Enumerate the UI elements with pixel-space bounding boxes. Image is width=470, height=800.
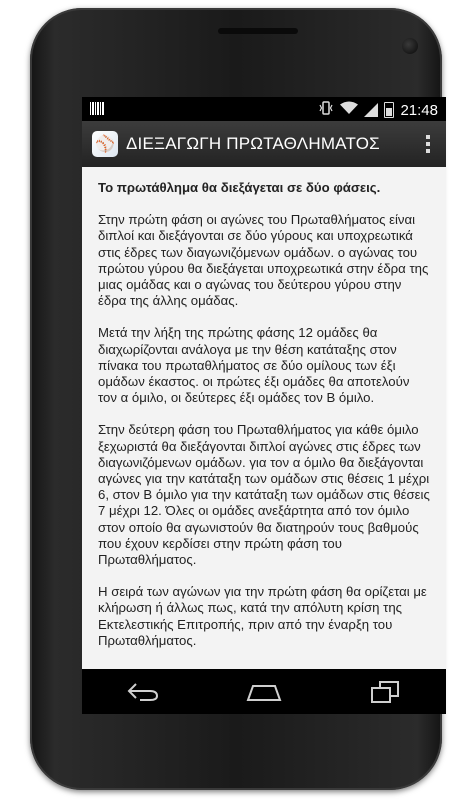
phone-frame <box>30 8 442 790</box>
barcode-icon <box>90 102 104 115</box>
signal-icon <box>364 103 378 117</box>
content-area[interactable] <box>82 167 446 669</box>
page-title: ΔΙΕΞΑΓΩΓΗ ΠΡΩΤΑΘΛΗΜΑΤΟΣ <box>126 134 380 153</box>
app-logo-icon[interactable]: ⚾ <box>92 131 118 157</box>
navigation-bar <box>82 669 446 714</box>
paragraph: Μετά την λήξη της πρώτης φάσης 12 ομάδες θα διαχωρίζονται ανάλογα με την θέση κατάταξης στον πίνακα του πρωταθλήματος σε δύο ομίλους των έξι ομάδων έκαστος. οι πρώτες έξι ομάδες θα αποτελούν τον α όμιλο, οι δεύτερες έξι ομάδες τον Β όμιλο. <box>98 325 410 406</box>
recent-apps-icon[interactable] <box>360 677 410 707</box>
screen <box>82 97 446 714</box>
vibrate-icon <box>318 100 334 120</box>
battery-icon <box>384 102 394 118</box>
wifi-icon <box>340 101 358 119</box>
overflow-menu-icon[interactable] <box>426 132 432 156</box>
paragraph: Στην πρώτη φάση οι αγώνες του Πρωταθλήματος είναι διπλοί και διεξάγονται σε δύο γύρους και υποχρεωτικά στις έδρες των διαγωνιζόμενων ομάδων. ο αγώνας του πρώτου γύρου θα διεξάγεται υποχρεωτικά στην έδρα της μιας ομάδας και ο αγώνας του δεύτερου γύρου στην έδρα της άλλης ομάδας. <box>98 212 429 309</box>
content-heading: Το πρωτάθλημα θα διεξάγεται σε δύο φάσεις. <box>98 180 381 195</box>
back-icon[interactable] <box>118 677 168 707</box>
paragraph: Στην δεύτερη φάση του Πρωταθλήματος για κάθε όμιλο ξεχωριστά θα διεξάγονται διπλοί αγώνες στις έδρες των διαγωνιζόμενων ομάδων. για τον α όμιλο θα διεξάγονται αγώνες για την κατάταξη των ομάδων στις θέσεις 1 μέχρι 6, στον Β όμιλο για την κατάταξη των ομάδων στις θέσεις 7 μέχρι 12. Όλες οι ομάδες ανεξάρτητα από τον όμιλο στον οποίο θα αγωνιστούν θα διατηρούν τους βαθμούς που έχουν κερδίσει στην πρώτη φάση του Πρωταθλήματος. <box>98 422 430 568</box>
action-bar <box>82 121 446 167</box>
status-bar <box>82 97 446 121</box>
status-clock: 21:48 <box>400 101 438 119</box>
earpiece-speaker <box>218 28 298 34</box>
home-icon[interactable] <box>239 677 289 707</box>
front-camera <box>402 38 418 54</box>
paragraph: Η σειρά των αγώνων για την πρώτη φάση θα ορίζεται με κλήρωση ή άλλως πως, κατά την απόλυτη κρίση της Εκτελεστικής Επιτροπής, πριν από την έναρξη του Πρωταθλήματος. <box>98 584 427 648</box>
